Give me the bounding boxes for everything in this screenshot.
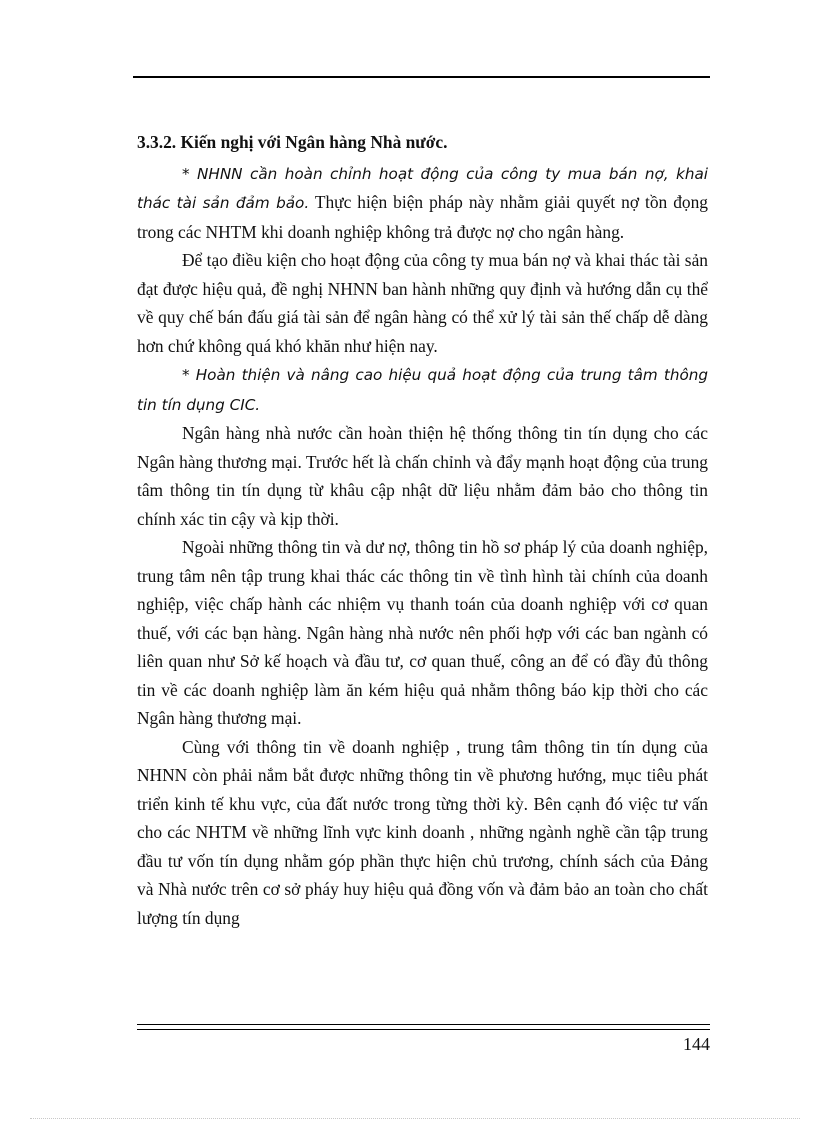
paragraph-text: Cùng với thông tin về doanh nghiệp , trung tâm thông tin tín dụng của NHNN còn phải nắm bắt được những thông tin về phương hướng, mục tiêu phát triển kinh tế khu vực, của đất nước trong từng thời kỳ. Bên cạnh đó việc tư vấn cho các NHTM về những lĩnh vực kinh doanh , những ngành nghề cần tập trung đầu tư vốn tín dụng nhằm góp phần thực hiện chủ trương, chính sách của Đảng và Nhà nước trên cơ sở pháy huy hiệu quả đồng vốn và đảm bảo an toàn cho chất lượng tín dụng [137,736,708,928]
footer-rule [137,1024,710,1030]
header-rule [133,76,710,78]
page-number: 144 [683,1034,710,1054]
italic-lead: * Hoàn thiện và nâng cao hiệu quả hoạt động của trung tâm thông tin tín dụng CIC. [137,366,708,414]
paragraph-1 [137,159,708,247]
paragraph-5 [137,533,708,733]
paragraph-text: Thực hiện biện pháp này nhằm giải quyết nợ tồn đọng trong các NHTM khi doanh nghiệp không trả được nợ cho ngân hàng. [137,192,709,242]
page-body [137,128,708,932]
italic-lead: * NHNN cần hoàn chỉnh hoạt động của công ty mua bán nợ, khai thác tài sản đảm bảo. [137,164,708,212]
paragraph-2 [137,246,708,360]
paragraph-text: Ngoài những thông tin và dư nợ, thông tin hồ sơ pháp lý của doanh nghiệp, trung tâm nên tập trung khai thác các thông tin về tình hình tài chính của doanh nghiệp, việc chấp hành các nhiệm vụ thanh toán của doanh nghiệp với cơ quan thuế, với các bạn hàng. Ngân hàng nhà nước nên phối hợp với các ban ngành có liên quan như Sở kế hoạch và đầu tư, cơ quan thuế, công an để có đầy đủ thông tin về các doanh nghiệp làm ăn kém hiệu quả nhằm thông báo kịp thời cho các Ngân hàng thương mại. [137,537,708,728]
page-edge-dotted-line [30,1118,800,1119]
paragraph-text: Để tạo điều kiện cho hoạt động của công ty mua bán nợ và khai thác tài sản đạt được hiệu quả, đề nghị NHNN ban hành những quy định và hướng dẫn cụ thể về quy chế bán đấu giá tài sản để ngân hàng có thể xử lý tài sản thế chấp dễ dàng hơn chứ không quá khó khăn như hiện nay. [137,250,708,356]
paragraph-6 [137,733,708,933]
paragraph-3 [137,360,708,419]
paragraph-text: Ngân hàng nhà nước cần hoàn thiện hệ thống thông tin tín dụng cho các Ngân hàng thương mại. Trước hết là chấn chỉnh và đẩy mạnh hoạt động của trung tâm thông tin tín dụng từ khâu cập nhật dữ liệu nhằm đảm bảo cho thông tin chính xác tin cậy và kịp thời. [137,423,708,529]
paragraph-4 [137,419,708,533]
section-heading: 3.3.2. Kiến nghị với Ngân hàng Nhà nước. [137,132,448,152]
